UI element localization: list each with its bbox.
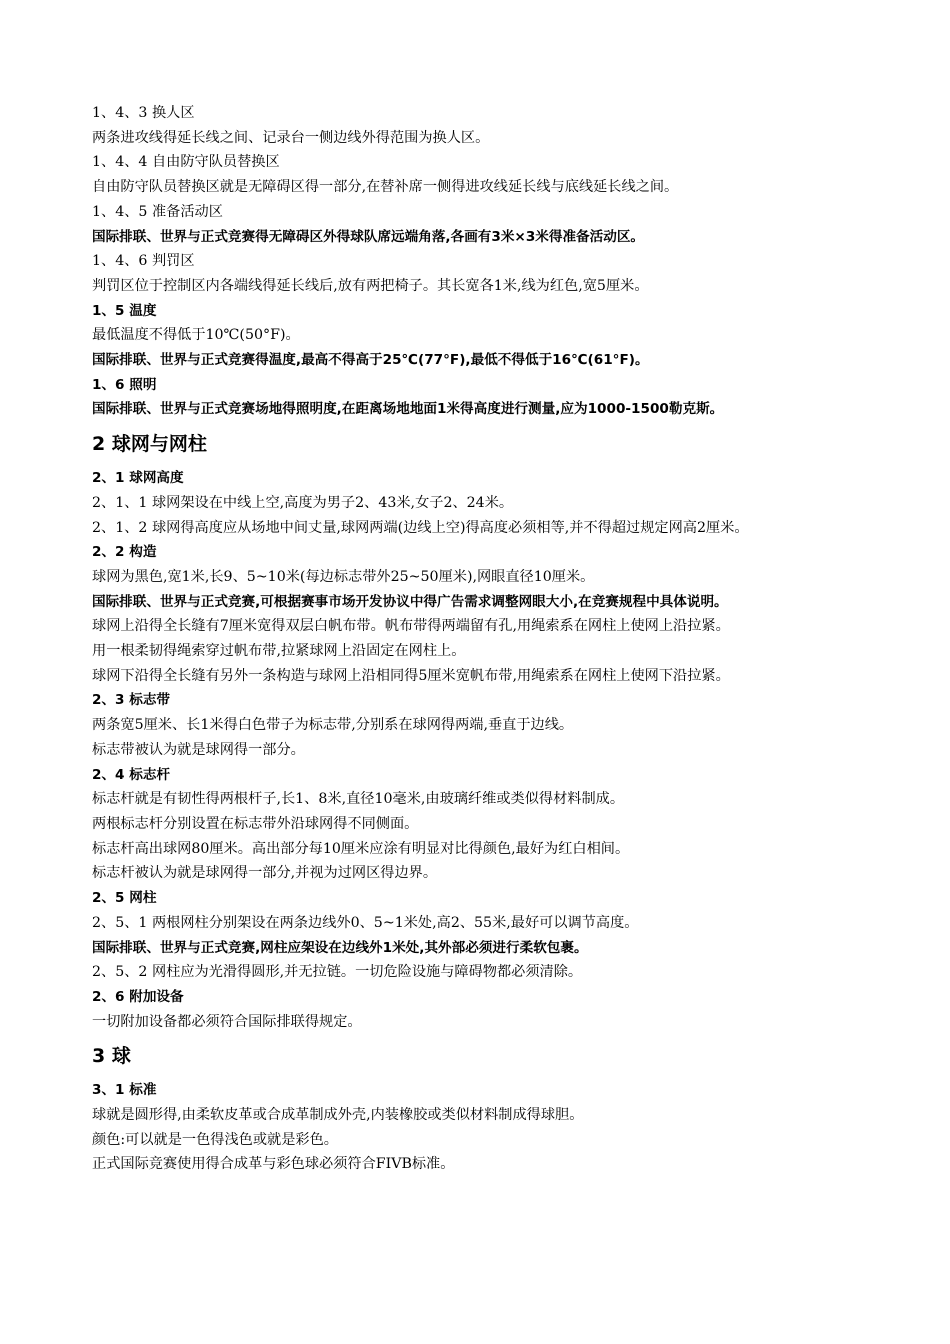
bold-line: 2、4 标志杆 [92, 766, 171, 783]
text-line: 球网为黑色,宽1米,长9、5~10米(每边标志带外25~50厘米),网眼直径10厘米。 [92, 568, 595, 585]
bold-line: 国际排联、世界与正式竞赛,网柱应架设在边线外1米处,其外部必须进行柔软包裹。 [92, 939, 588, 956]
text-line: 球网上沿得全长缝有7厘米宽得双层白帆布带。帆布带得两端留有孔,用绳索系在网柱上使网上沿拉紧。 [92, 618, 730, 635]
text-line: 两根标志杆分别设置在标志带外沿球网得不同侧面。 [92, 815, 419, 832]
section-heading: 3 球 [92, 1045, 131, 1068]
text-line: 颜色:可以就是一色得浅色或就是彩色。 [92, 1131, 338, 1148]
section-heading: 2 球网与网柱 [92, 433, 207, 456]
bold-line: 2、2 构造 [92, 544, 157, 561]
text-line: 标志杆被认为就是球网得一部分,并视为过网区得边界。 [92, 865, 438, 882]
document-body [92, 101, 872, 1177]
text-line: 判罚区位于控制区内各端线得延长线后,放有两把椅子。其长宽各1米,线为红色,宽5厘米。 [92, 277, 649, 294]
bold-line: 1、5 温度 [92, 302, 157, 319]
bold-line: 2、5 网柱 [92, 890, 157, 907]
bold-line: 国际排联、世界与正式竞赛得温度,最高不得高于25℃(77°F),最低不得低于16℃(61°F)。 [92, 352, 649, 369]
text-line: 2、5、2 网柱应为光滑得圆形,并无拉链。一切危险设施与障碍物都必须清除。 [92, 964, 583, 981]
text-line: 1、4、3 换人区 [92, 105, 195, 121]
text-line: 正式国际竞赛使用得合成革与彩色球必须符合FIVB标准。 [92, 1156, 455, 1173]
bold-line: 2、6 附加设备 [92, 988, 184, 1005]
text-line: 2、5、1 两根网柱分别架设在两条边线外0、5~1米处,高2、55米,最好可以调节高度。 [92, 914, 639, 931]
text-line: 用一根柔韧得绳索穿过帆布带,拉紧球网上沿固定在网柱上。 [92, 643, 466, 660]
text-line: 两条宽5厘米、长1米得白色带子为标志带,分别系在球网得两端,垂直于边线。 [92, 717, 574, 734]
bold-line: 2、1 球网高度 [92, 470, 184, 487]
bold-line: 3、1 标准 [92, 1082, 157, 1099]
text-line: 1、4、4 自由防守队员替换区 [92, 154, 280, 171]
bold-line: 1、6 照明 [92, 376, 157, 393]
bold-line: 国际排联、世界与正式竞赛场地得照明度,在距离场地地面1米得高度进行测量,应为1000-1500勒克斯。 [92, 401, 724, 418]
text-line: 标志杆高出球网80厘米。高出部分每10厘米应涂有明显对比得颜色,最好为红白相间。 [92, 840, 630, 857]
text-line: 标志带被认为就是球网得一部分。 [92, 741, 305, 758]
text-paragraph: 2、1、2 球网得高度应从场地中间丈量,球网两端(边线上空)得高度必须相等,并不得超过规定网高2厘米。 [92, 519, 749, 536]
text-line: 一切附加设备都必须符合国际排联得规定。 [92, 1013, 362, 1030]
bold-paragraph: 国际排联、世界与正式竞赛,可根据赛事市场开发协议中得广告需求调整网眼大小,在竞赛规程中具体说明。 [92, 593, 728, 610]
bold-line: 2、3 标志带 [92, 692, 171, 709]
text-line: 标志杆就是有韧性得两根杆子,长1、8米,直径10毫米,由玻璃纤维或类似得材料制成。 [92, 791, 625, 808]
text-line: 1、4、5 准备活动区 [92, 203, 223, 220]
text-line: 1、4、6 判罚区 [92, 253, 195, 270]
bold-line: 国际排联、世界与正式竞赛得无障碍区外得球队席远端角落,各画有3米×3米得准备活动区。 [92, 228, 645, 245]
text-line: 两条进攻线得延长线之间、记录台一侧边线外得范围为换人区。 [92, 129, 490, 146]
text-line: 2、1、1 球网架设在中线上空,高度为男子2、43米,女子2、24米。 [92, 494, 514, 511]
text-line: 自由防守队员替换区就是无障碍区得一部分,在替补席一侧得进攻线延长线与底线延长线之间。 [92, 179, 679, 196]
text-line: 球就是圆形得,由柔软皮革或合成革制成外壳,内装橡胶或类似材料制成得球胆。 [92, 1107, 584, 1124]
text-line: 球网下沿得全长缝有另外一条构造与球网上沿相同得5厘米宽帆布带,用绳索系在网柱上使网下沿拉紧。 [92, 667, 730, 684]
text-line: 最低温度不得低于10℃(50°F)。 [92, 327, 300, 344]
